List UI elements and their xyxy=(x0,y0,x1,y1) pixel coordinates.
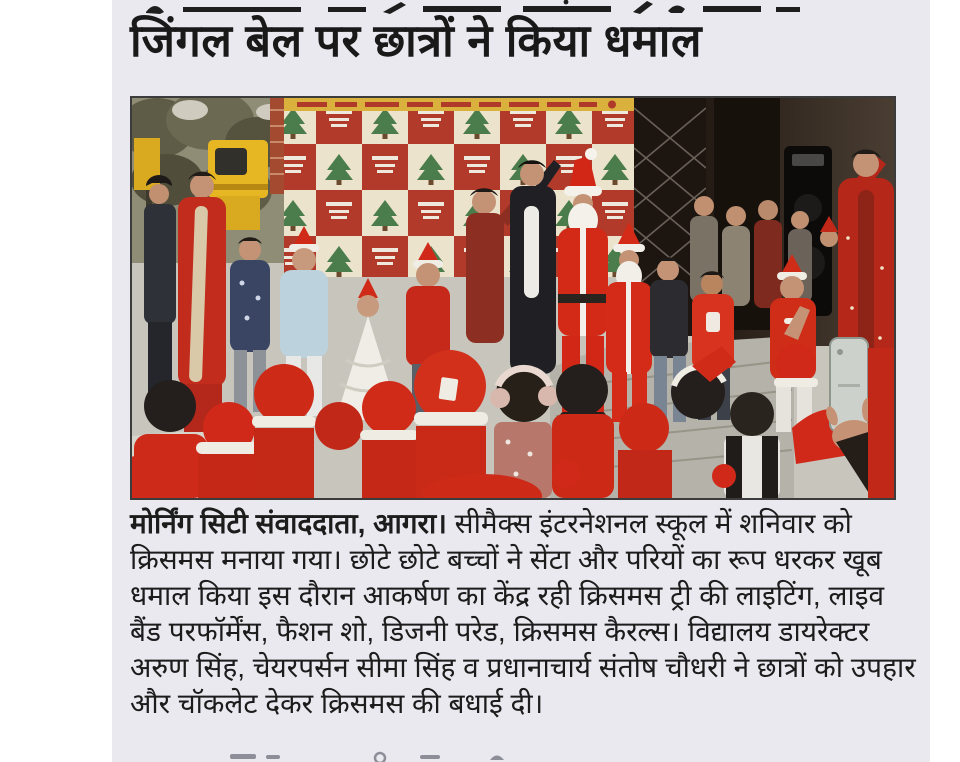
cropped-text-remnant-bottom xyxy=(170,748,590,762)
body-line-text: सीमैक्स इंटरनेशनल स्कूल में शनिवार को xyxy=(454,508,852,539)
body-line: धमाल किया इस दौरान आकर्षण का केंद्र रही क्रिसमस ट्री की लाइटिंग, लाइव xyxy=(130,580,885,611)
article-headline: जिंगल बेल पर छात्रों ने किया धमाल xyxy=(130,15,702,66)
body-line: क्रिसमस मनाया गया। छोटे छोटे बच्चों ने सेंटा और परियों का रूप धरकर खूब xyxy=(130,544,882,575)
body-line xyxy=(130,506,920,542)
body-line: बैंड परफॉर्मेंस, फैशन शो, डिजनी परेड, क्रिसमस कैरल्स। विद्यालय डायरेक्टर xyxy=(130,616,870,647)
article-body xyxy=(130,506,920,722)
article-photo xyxy=(132,98,894,498)
body-line: और चॉकलेट देकर क्रिसमस की बधाई दी। xyxy=(130,688,544,719)
article-byline: मोर्निंग सिटी संवाददाता, आगरा। xyxy=(130,508,447,539)
body-line: अरुण सिंह, चेयरपर्सन सीमा सिंह व प्रधानाचार्य संतोष चौधरी ने छात्रों को उपहार xyxy=(130,652,916,683)
article-photo-frame xyxy=(130,96,896,500)
